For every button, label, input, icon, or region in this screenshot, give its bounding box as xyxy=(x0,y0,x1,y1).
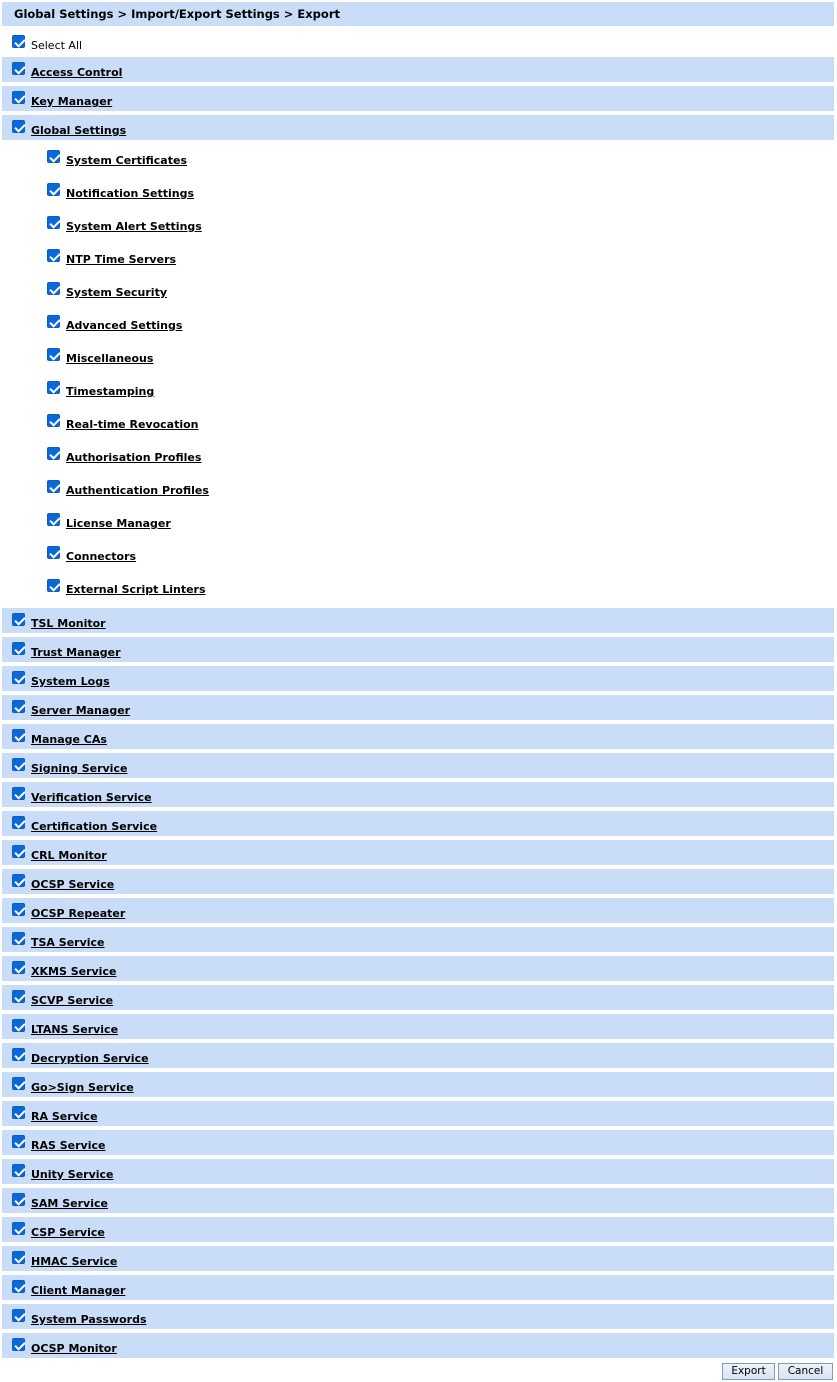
section-link[interactable]: Unity Service xyxy=(31,1168,114,1181)
section-link[interactable]: Signing Service xyxy=(31,762,128,775)
section-link[interactable]: SCVP Service xyxy=(31,994,114,1007)
section-row-ras-service[interactable] xyxy=(2,1130,834,1155)
section-row-ocsp-monitor[interactable] xyxy=(2,1333,834,1358)
sub-setting-row-miscellaneous[interactable] xyxy=(2,343,834,368)
section-link[interactable]: Access Control xyxy=(31,66,123,79)
section-link[interactable]: Verification Service xyxy=(31,791,152,804)
section-link[interactable]: Key Manager xyxy=(31,95,113,108)
checkbox[interactable] xyxy=(12,1019,25,1032)
section-row-manage-cas[interactable] xyxy=(2,724,834,749)
section-link[interactable]: LTANS Service xyxy=(31,1023,119,1036)
section-row-trust-manager[interactable] xyxy=(2,637,834,662)
section-link[interactable]: TSA Service xyxy=(31,936,105,949)
section-row-signing-service[interactable] xyxy=(2,753,834,778)
checkbox[interactable] xyxy=(12,932,25,945)
section-row-scvp-service[interactable] xyxy=(2,985,834,1010)
checkbox[interactable] xyxy=(47,480,60,493)
section-row-unity-service[interactable] xyxy=(2,1159,834,1184)
checkbox[interactable] xyxy=(47,216,60,229)
checkbox[interactable] xyxy=(12,1222,25,1235)
checkbox[interactable] xyxy=(12,91,25,104)
section-link[interactable]: Server Manager xyxy=(31,704,131,717)
checkbox[interactable] xyxy=(47,579,60,592)
checkbox[interactable] xyxy=(12,758,25,771)
sub-setting-row-system-certificates[interactable] xyxy=(2,145,834,170)
checkbox[interactable] xyxy=(47,249,60,262)
checkbox[interactable] xyxy=(12,671,25,684)
section-row-access-control[interactable] xyxy=(2,57,834,82)
checkbox[interactable] xyxy=(47,183,60,196)
section-link[interactable]: System Alert Settings xyxy=(66,220,202,233)
section-row-ltans-service[interactable] xyxy=(2,1014,834,1039)
section-row-system-passwords[interactable] xyxy=(2,1304,834,1329)
checkbox[interactable] xyxy=(47,546,60,559)
section-link[interactable]: Timestamping xyxy=(66,385,155,398)
sub-setting-row-authentication-profiles[interactable] xyxy=(2,475,834,500)
section-link[interactable]: RA Service xyxy=(31,1110,98,1123)
section-link[interactable]: Client Manager xyxy=(31,1284,126,1297)
section-row-server-manager[interactable] xyxy=(2,695,834,720)
checkbox[interactable] xyxy=(47,150,60,163)
section-row-ra-service[interactable] xyxy=(2,1101,834,1126)
sub-setting-row-authorisation-profiles[interactable] xyxy=(2,442,834,467)
section-link[interactable]: System Passwords xyxy=(31,1313,147,1326)
section-row-hmac-service[interactable] xyxy=(2,1246,834,1271)
section-link[interactable]: RAS Service xyxy=(31,1139,106,1152)
checkbox[interactable] xyxy=(12,1135,25,1148)
select-all-label: Select All xyxy=(31,39,83,52)
sub-setting-row-connectors[interactable] xyxy=(2,541,834,566)
section-link[interactable]: Miscellaneous xyxy=(66,352,154,365)
section-link[interactable]: OCSP Service xyxy=(31,878,115,891)
checkbox[interactable] xyxy=(12,120,25,133)
section-link[interactable]: HMAC Service xyxy=(31,1255,118,1268)
section-link[interactable]: Decryption Service xyxy=(31,1052,149,1065)
checkbox[interactable] xyxy=(12,990,25,1003)
sub-setting-row-external-script-linters[interactable] xyxy=(2,574,834,599)
sub-setting-row-ntp-time-servers[interactable] xyxy=(2,244,834,269)
sub-setting-row-advanced-settings[interactable] xyxy=(2,310,834,335)
section-row-decryption-service[interactable] xyxy=(2,1043,834,1068)
select-all-row[interactable] xyxy=(2,30,834,55)
checkbox[interactable] xyxy=(12,787,25,800)
sub-setting-row-system-security[interactable] xyxy=(2,277,834,302)
checkbox[interactable] xyxy=(12,816,25,829)
section-row-go-sign-service[interactable] xyxy=(2,1072,834,1097)
checkbox[interactable] xyxy=(12,874,25,887)
checkbox[interactable] xyxy=(12,642,25,655)
section-link[interactable]: Connectors xyxy=(66,550,137,563)
export-button[interactable]: Export xyxy=(722,1363,775,1380)
section-row-client-manager[interactable] xyxy=(2,1275,834,1300)
section-link[interactable]: Go>Sign Service xyxy=(31,1081,134,1094)
sub-setting-row-notification-settings[interactable] xyxy=(2,178,834,203)
checkbox[interactable] xyxy=(47,381,60,394)
section-link[interactable]: SAM Service xyxy=(31,1197,108,1210)
section-link[interactable]: NTP Time Servers xyxy=(66,253,177,266)
section-link[interactable]: Notification Settings xyxy=(66,187,195,200)
checkbox[interactable] xyxy=(12,1077,25,1090)
section-row-global-settings[interactable] xyxy=(2,115,834,140)
select-all-checkbox[interactable] xyxy=(12,35,25,48)
section-link[interactable]: Advanced Settings xyxy=(66,319,183,332)
checkbox[interactable] xyxy=(12,1048,25,1061)
section-link[interactable]: System Security xyxy=(66,286,168,299)
checkbox[interactable] xyxy=(47,315,60,328)
checkbox[interactable] xyxy=(12,1106,25,1119)
checkbox[interactable] xyxy=(47,282,60,295)
checkbox[interactable] xyxy=(12,613,25,626)
checkbox[interactable] xyxy=(12,62,25,75)
checkbox[interactable] xyxy=(47,348,60,361)
section-link[interactable]: Certification Service xyxy=(31,820,158,833)
section-row-ocsp-repeater[interactable] xyxy=(2,898,834,923)
checkbox[interactable] xyxy=(12,1280,25,1293)
checkbox[interactable] xyxy=(12,1164,25,1177)
section-link[interactable]: External Script Linters xyxy=(66,583,206,596)
section-row-tsl-monitor[interactable] xyxy=(2,608,834,633)
checkbox[interactable] xyxy=(12,845,25,858)
section-link[interactable]: OCSP Repeater xyxy=(31,907,126,920)
checkbox[interactable] xyxy=(12,729,25,742)
section-link[interactable]: TSL Monitor xyxy=(31,617,106,630)
section-link[interactable]: XKMS Service xyxy=(31,965,117,978)
checkbox[interactable] xyxy=(12,961,25,974)
section-link[interactable]: Manage CAs xyxy=(31,733,107,746)
section-link[interactable]: Trust Manager xyxy=(31,646,121,659)
section-row-certification-service[interactable] xyxy=(2,811,834,836)
checkbox[interactable] xyxy=(12,1338,25,1351)
checkbox[interactable] xyxy=(47,513,60,526)
breadcrumb: Global Settings > Import/Export Settings > Export xyxy=(2,2,834,26)
section-row-xkms-service[interactable] xyxy=(2,956,834,981)
checkbox[interactable] xyxy=(12,1251,25,1264)
section-link[interactable]: Global Settings xyxy=(31,124,127,137)
section-link[interactable]: System Logs xyxy=(31,675,110,688)
checkbox[interactable] xyxy=(12,903,25,916)
section-link[interactable]: System Certificates xyxy=(66,154,187,167)
section-row-system-logs[interactable] xyxy=(2,666,834,691)
checkbox[interactable] xyxy=(12,700,25,713)
cancel-button[interactable]: Cancel xyxy=(778,1363,833,1380)
section-link[interactable]: Authentication Profiles xyxy=(66,484,209,497)
checkbox[interactable] xyxy=(12,1193,25,1206)
section-link[interactable]: License Manager xyxy=(66,517,171,530)
sub-setting-row-system-alert-settings[interactable] xyxy=(2,211,834,236)
section-row-verification-service[interactable] xyxy=(2,782,834,807)
sub-setting-row-timestamping[interactable] xyxy=(2,376,834,401)
section-link[interactable]: CSP Service xyxy=(31,1226,105,1239)
sub-setting-row-license-manager[interactable] xyxy=(2,508,834,533)
section-link[interactable]: CRL Monitor xyxy=(31,849,107,862)
checkbox[interactable] xyxy=(47,414,60,427)
section-row-tsa-service[interactable] xyxy=(2,927,834,952)
section-link[interactable]: Real-time Revocation xyxy=(66,418,199,431)
section-row-csp-service[interactable] xyxy=(2,1217,834,1242)
checkbox[interactable] xyxy=(47,447,60,460)
section-row-key-manager[interactable] xyxy=(2,86,834,111)
section-row-crl-monitor[interactable] xyxy=(2,840,834,865)
checkbox[interactable] xyxy=(12,1309,25,1322)
section-row-ocsp-service[interactable] xyxy=(2,869,834,894)
sub-setting-row-real-time-revocation[interactable] xyxy=(2,409,834,434)
section-link[interactable]: Authorisation Profiles xyxy=(66,451,202,464)
section-row-sam-service[interactable] xyxy=(2,1188,834,1213)
section-link[interactable]: OCSP Monitor xyxy=(31,1342,117,1355)
